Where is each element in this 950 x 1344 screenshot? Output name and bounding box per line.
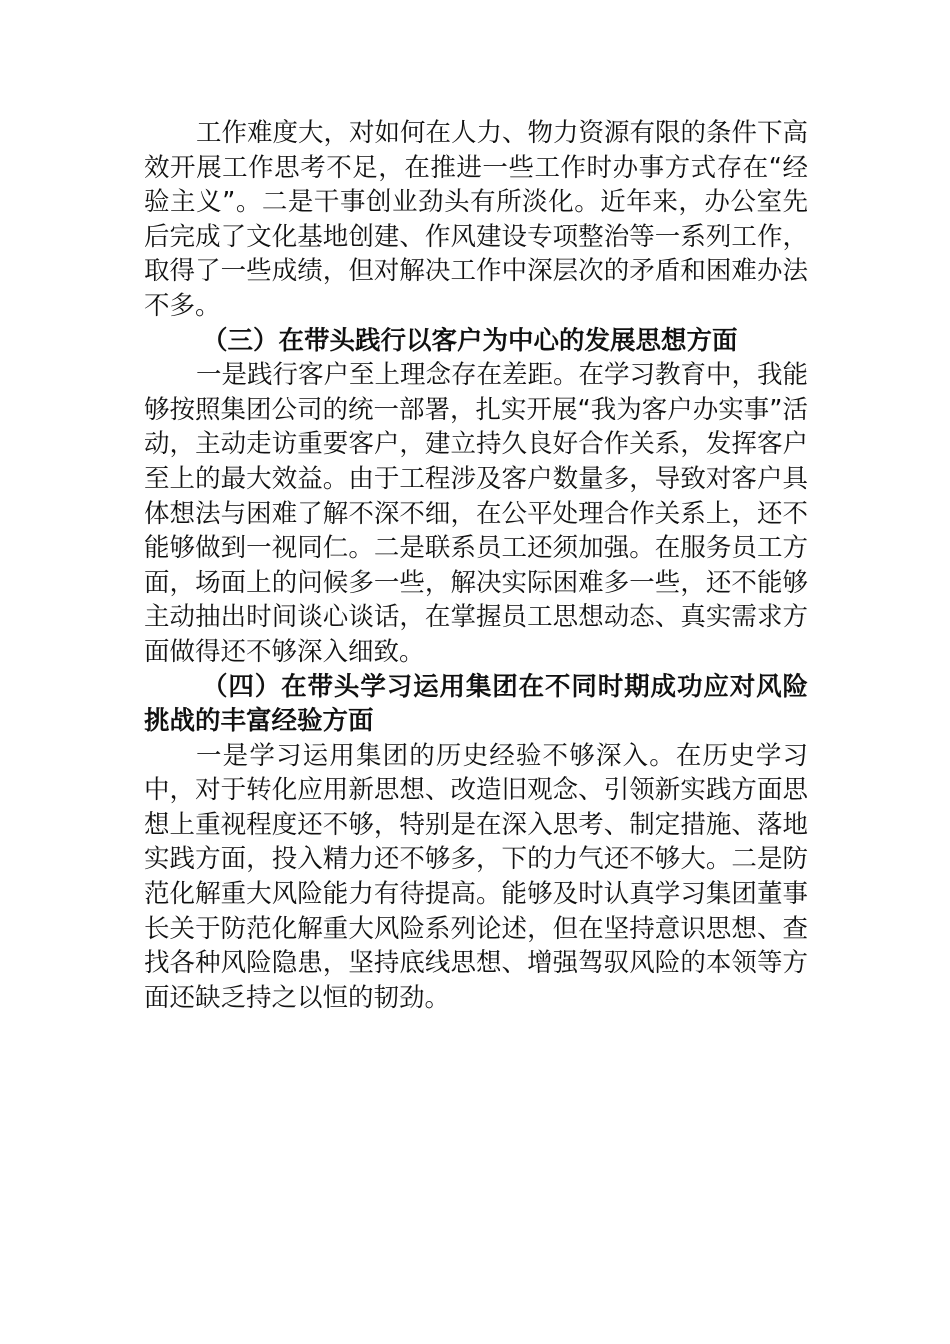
body-paragraph-2: 一是践行客户至上理念存在差距。在学习教育中，我能够按照集团公司的统一部署，扎实开展“我为客户办实事”活动，主动走访重要客户，建立持久良好合作关系，发挥客户至上的最大效益。由于工程涉及客户数量多，导致对客户具体想法与困难了解不深不细，在公平处理合作关系上，还不能够做到一视同仁。二是联系员工还须加强。在服务员工方面，场面上的问候多一些，解决实际困难多一些，还不能够主动抽出时间谈心谈话，在掌握员工思想动态、真实需求方面做得还不够深入细致。 (144, 360, 809, 667)
document-body (144, 116, 808, 1015)
body-paragraph-1: 工作难度大，对如何在人力、物力资源有限的条件下高效开展工作思考不足，在推进一些工作时办事方式存在“经验主义”。二是干事创业劲头有所淡化。近年来，办公室先后完成了文化基地创建、作风建设专项整治等一系列工作，取得了一些成绩，但对解决工作中深层次的矛盾和困难办法不多。 (144, 118, 809, 321)
section-heading-4: （四）在带头学习运用集团在不同时期成功应对风险挑战的丰富经验方面 (144, 671, 808, 737)
body-paragraph-3: 一是学习运用集团的历史经验不够深入。在历史学习中，对于转化应用新思想、改造旧观念、引领新实践方面思想上重视程度还不够，特别是在深入思考、制定措施、落地实践方面，投入精力还不够多，下的力气还不够大。二是防范化解重大风险能力有待提高。能够及时认真学习集团董事长关于防范化解重大风险系列论述，但在坚持意识思想、查找各种风险隐患，坚持底线思想、增强驾驭风险的本领等方面还缺乏持之以恒的韧劲。 (144, 740, 808, 1013)
section-heading-3: （三）在带头践行以客户为中心的发展思想方面 (202, 325, 738, 356)
